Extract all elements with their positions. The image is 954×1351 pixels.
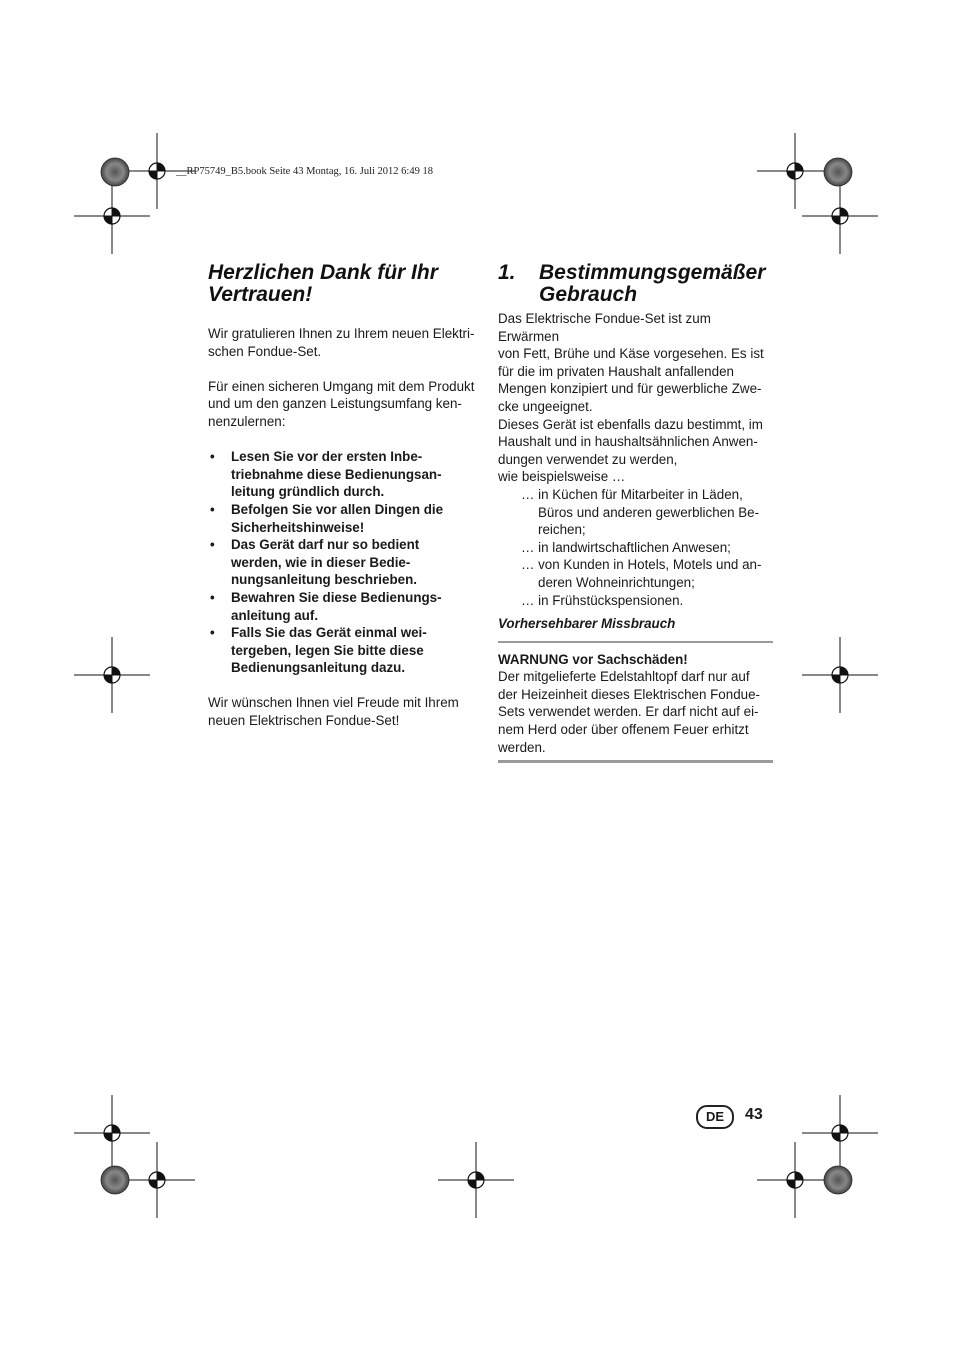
purpose-paragraph: [498, 310, 773, 416]
text-line: Das Gerät darf nur so bedient: [231, 537, 420, 553]
text-line: Wir gratulieren Ihnen zu Ihrem neuen Elektri-: [208, 326, 475, 341]
usage-example: [498, 556, 773, 591]
text-line: Mengen konzipiert und für gewerbliche Zwe-: [498, 381, 762, 397]
thanks-heading-line1: Herzlichen Dank für Ihr: [208, 261, 438, 284]
text-line: Bedienungsanleitung dazu.: [231, 660, 406, 676]
instruction-list: [208, 448, 483, 677]
crosshair-mark-bottom-center: [438, 1142, 514, 1218]
text-line: Sets verwendet werden. Er darf nicht auf ei-: [498, 704, 759, 720]
list-item: [208, 536, 483, 589]
intended-use-heading: [498, 262, 773, 306]
text-line: Für einen sicheren Umgang mit dem Produkt: [208, 378, 475, 394]
list-item: [208, 448, 483, 501]
crosshair-mark-bottom-left-outer: [74, 1095, 150, 1171]
text-line: dungen verwendet zu werden,: [498, 451, 678, 467]
text-line: neuen Elektrischen Fondue-Set!: [208, 713, 400, 729]
misuse-heading: Vorhersehbarer Missbrauch: [498, 616, 676, 632]
crosshair-mark-bottom-left-inner: [119, 1142, 195, 1218]
text-line: Befolgen Sie vor allen Dingen die: [231, 501, 444, 517]
usage-example: [498, 592, 773, 610]
text-line: triebnahme diese Bedienungsan-: [231, 466, 442, 482]
crosshair-mark-mid-left: [74, 637, 150, 713]
text-line: … in Küchen für Mitarbeiter in Läden,: [521, 486, 743, 502]
right-column: [498, 262, 773, 763]
text-line: deren Wohneinrichtungen;: [538, 574, 695, 590]
crosshair-mark-bottom-right-inner: [757, 1142, 833, 1218]
text-line: der Heizeinheit dieses Elektrischen Fondue-: [498, 686, 761, 702]
text-line: cke ungeeignet.: [498, 398, 593, 414]
crosshair-mark-mid-right: [802, 637, 878, 713]
language-badge: DE: [696, 1105, 734, 1129]
color-wheel-mark-bottom-right: [824, 1166, 852, 1194]
warning-title: WARNUNG vor Sachschäden!: [498, 651, 688, 667]
text-line: Haushalt und in haushaltsähnlichen Anwen-: [498, 434, 758, 450]
color-wheel-mark-top-right: [824, 158, 852, 186]
text-line: Sicherheitshinweise!: [231, 519, 365, 535]
thanks-heading: [208, 262, 483, 306]
text-line: und um den ganzen Leistungsumfang ken-: [208, 396, 462, 412]
section-number: 1.: [498, 261, 516, 284]
closing-paragraph: [208, 694, 483, 729]
warning-box: [498, 641, 773, 764]
text-line: werden, wie in dieser Bedie-: [231, 554, 411, 570]
list-item: [208, 501, 483, 536]
page-number: 43: [745, 1106, 763, 1123]
text-line: reichen;: [538, 522, 586, 538]
text-line: Lesen Sie vor der ersten Inbe-: [231, 449, 423, 465]
list-item: [208, 589, 483, 624]
usage-example: [498, 539, 773, 557]
text-line: wie beispielsweise …: [498, 469, 626, 485]
left-column: [208, 262, 483, 730]
text-line: Dieses Gerät ist ebenfalls dazu bestimmt, im: [498, 416, 763, 432]
crosshair-mark-top-right-inner: [757, 133, 833, 209]
crosshair-mark-top-left-outer: [74, 178, 150, 254]
text-line: tergeben, legen Sie bitte diese: [231, 642, 424, 658]
text-line: schen Fondue-Set.: [208, 343, 322, 359]
usage-example: [498, 486, 773, 539]
text-line: Büros und anderen gewerblichen Be-: [538, 504, 760, 520]
usage-paragraph: [498, 416, 773, 486]
text-line: Bewahren Sie diese Bedienungs-: [231, 589, 442, 605]
text-line: werden.: [498, 739, 546, 755]
safety-paragraph: [208, 378, 483, 431]
text-line: nungsanleitung beschrieben.: [231, 572, 418, 588]
crosshair-mark-bottom-right-outer: [802, 1095, 878, 1171]
crosshair-mark-top-right-outer: [802, 178, 878, 254]
text-line: nem Herd oder über offenem Feuer erhitzt: [498, 722, 749, 738]
color-wheel-mark-bottom-left: [101, 1166, 129, 1194]
right-body: [498, 310, 773, 763]
text-line: Falls Sie das Gerät einmal wei-: [231, 625, 427, 641]
text-line: … in Frühstückspensionen.: [521, 592, 684, 608]
text-line: nenzulernen:: [208, 413, 286, 429]
text-line: von Fett, Brühe und Käse vorgesehen. Es ist: [498, 346, 764, 362]
thanks-heading-line2: Vertrauen!: [208, 283, 313, 306]
text-line: … von Kunden in Hotels, Motels und an-: [521, 557, 762, 573]
text-line: Wir wünschen Ihnen viel Freude mit Ihrem: [208, 695, 459, 711]
text-line: anleitung auf.: [231, 607, 319, 623]
text-line: Das Elektrische Fondue-Set ist zum Erwärmen: [498, 311, 711, 344]
warning-text: [498, 668, 773, 756]
text-line: … in landwirtschaftlichen Anwesen;: [521, 539, 731, 555]
list-item: [208, 624, 483, 677]
text-line: Der mitgelieferte Edelstahltopf darf nur auf: [498, 669, 750, 685]
text-line: leitung gründlich durch.: [231, 484, 385, 500]
intro-paragraph: [208, 325, 483, 360]
intended-use-heading-line1: Bestimmungsgemäßer: [539, 261, 766, 284]
print-slug: __RP75749_B5.book Seite 43 Montag, 16. Juli 2012 6:49 18: [176, 166, 433, 177]
color-wheel-mark-top-left: [101, 158, 129, 186]
left-body: [208, 325, 483, 730]
text-line: für die im privaten Haushalt anfallenden: [498, 363, 734, 379]
intended-use-heading-line2: Gebrauch: [539, 283, 638, 306]
